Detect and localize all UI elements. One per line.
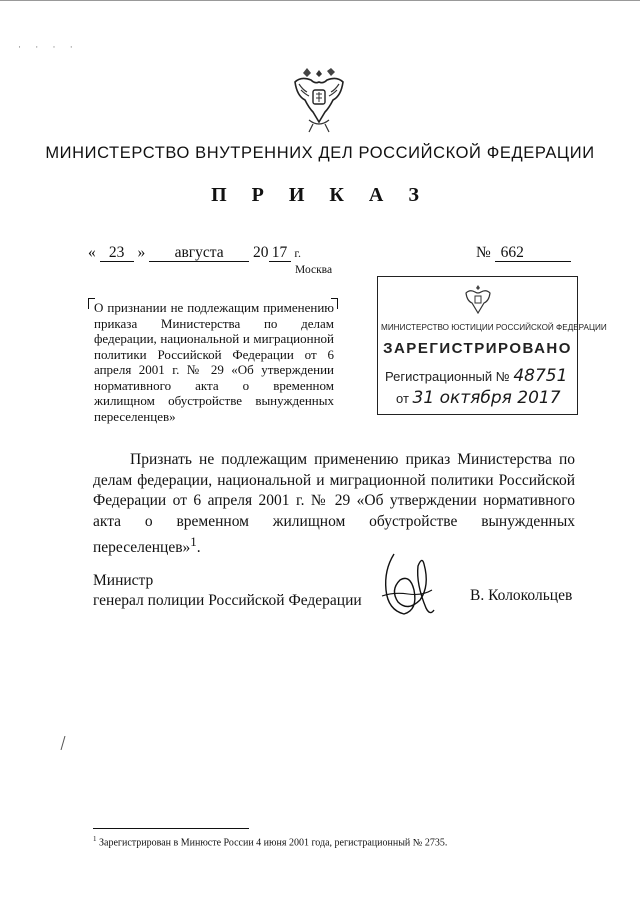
coat-of-arms-icon (287, 62, 351, 136)
stamp-coat-of-arms-icon (461, 283, 495, 319)
order-body (93, 450, 575, 559)
number-value: 662 (495, 245, 571, 262)
number-prefix: № (476, 244, 491, 261)
city: Москва (295, 264, 333, 276)
stamp-registered: ЗАРЕГИСТРИРОВАНО (383, 340, 572, 357)
date-open-quote: « (88, 244, 96, 261)
order-date (88, 244, 301, 262)
ministry-heading: МИНИСТЕРСТВО ВНУТРЕННИХ ДЕЛ РОССИЙСКОЙ ФЕДЕРАЦИИ (45, 144, 595, 162)
body-text: Признать не подлежащим применению приказ Министерства по делам федерации, национальной и миграционной политики Российской Федерации от 6 апреля 2001 г. № 29 «Об утверждении нормативного акта о временном жилищном обустройстве вынужденных переселенцев» (93, 451, 575, 557)
stamp-date-value: 31 октября 2017 (412, 388, 561, 408)
order-subject: О признании не подлежащим применению приказа Министерства по делам федерации, национальной и миграционной политики Российской Федерации от 6 апреля 2001 г. № 29 «Об утверждении нормативного акта о временном жилищном обустройстве вынужденных переселенцев» (94, 300, 334, 424)
scan-edge (0, 0, 640, 1)
signatory-name: В. Колокольцев (470, 587, 573, 604)
date-close-quote: » (137, 244, 146, 261)
date-year-prefix: 20 (253, 244, 269, 261)
signatory-title (93, 571, 362, 611)
date-year-unit: г. (294, 246, 301, 260)
footnote-text: Зарегистрирован в Минюсте России 4 июня 2001 года, регистрационный № 2735. (99, 837, 448, 849)
scan-marks: · · · · (18, 42, 79, 52)
date-day: 23 (100, 245, 134, 262)
stamp-registration-number (385, 366, 567, 386)
date-year-suffix: 17 (269, 245, 291, 262)
footnote-marker: 1 (93, 835, 97, 843)
stamp-registration-date (396, 388, 561, 408)
footnote-rule (93, 828, 249, 829)
date-month: августа (149, 245, 249, 262)
stamp-reg-number: 48751 (513, 366, 568, 386)
scan-mark (60, 736, 66, 750)
order-number (476, 244, 571, 262)
stamp-reg-label: Регистрационный № (385, 369, 510, 384)
signature-icon (374, 550, 440, 622)
stamp-date-label: от (396, 391, 409, 406)
stamp-organization: МИНИСТЕРСТВО ЮСТИЦИИ РОССИЙСКОЙ ФЕДЕРАЦИИ (381, 322, 607, 332)
signatory-title-line1: Министр (93, 572, 154, 589)
body-end: . (196, 539, 201, 557)
signatory-title-line2: генерал полиции Российской Федерации (93, 592, 362, 609)
document-type: П Р И К А З (211, 184, 429, 206)
footnote (93, 835, 447, 848)
footnote-reference: 1 (190, 534, 197, 549)
